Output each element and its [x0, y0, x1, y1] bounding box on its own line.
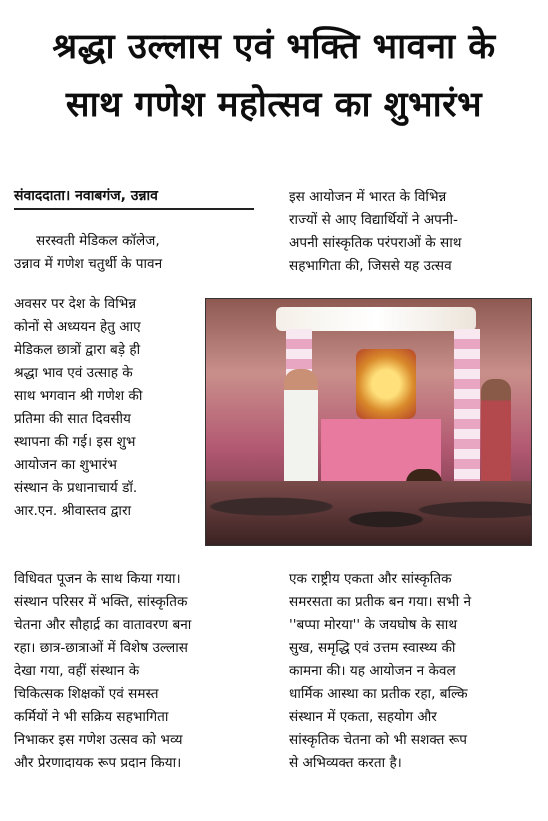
- text-line: संस्थान परिसर में भक्ति, सांस्कृतिक: [14, 594, 188, 610]
- ganesh-puja-photo: [205, 298, 532, 546]
- text-line: से अभिव्यक्त करता है।: [289, 755, 402, 771]
- text-line: और प्रेरणादायक रूप प्रदान किया।: [14, 755, 182, 771]
- text-line: एक राष्ट्रीय एकता और सांस्कृतिक: [289, 571, 452, 587]
- text-line: आयोजन का शुभारंभ: [14, 457, 117, 473]
- text-line: मेडिकल छात्रों द्वारा बड़े ही: [14, 342, 141, 358]
- photo-flower-curtain-right: [454, 329, 480, 499]
- text-line: इस आयोजन में भारत के विभिन्न: [289, 189, 447, 205]
- text-line: चिकित्सक शिक्षकों एवं समस्त: [14, 686, 159, 702]
- text-line: निभाकर इस गणेश उत्सव को भव्य: [14, 732, 183, 748]
- column-1-top: [14, 230, 254, 276]
- text-line: कर्मियों ने भी सक्रिय सहभागिता: [14, 709, 169, 725]
- text-line: रहा। छात्र-छात्राओं में विशेष उल्लास: [14, 640, 188, 656]
- text-line: सरस्वती मेडिकल कॉलेज,: [36, 233, 160, 249]
- text-line: स्थापना की गई। इस शुभ: [14, 434, 136, 450]
- text-line: सहभागिता की, जिससे यह उत्सव: [289, 258, 452, 274]
- text-line: सांस्कृतिक चेतना को भी सशक्त रूप: [289, 732, 467, 748]
- text-line: कामना की। यह आयोजन न केवल: [289, 663, 456, 679]
- byline: संवाददाता। नवाबगंज, उन्नाव: [14, 186, 254, 210]
- text-line: चेतना और सौहार्द्र का वातावरण बना: [14, 617, 192, 633]
- column-1-bottom: [14, 568, 254, 775]
- headline-line-2: साथ गणेश महोत्सव का शुभारंभ: [65, 85, 483, 125]
- text-line: कोनों से अध्ययन हेतु आए: [14, 319, 141, 335]
- text-line: श्रद्धा भाव एवं उत्साह के: [14, 365, 133, 381]
- column-2-top: [289, 186, 537, 278]
- photo-standing-person: [284, 369, 318, 499]
- text-line: अवसर पर देश के विभिन्न: [14, 296, 137, 312]
- text-line: राज्यों से आए विद्यार्थियों ने अपनी-: [289, 212, 458, 228]
- text-line: अपनी सांस्कृतिक परंपराओं के साथ: [289, 235, 462, 251]
- text-line: साथ भगवान श्री गणेश की: [14, 388, 143, 404]
- text-line: समरसता का प्रतीक बन गया। सभी ने: [289, 594, 471, 610]
- text-line: प्रतिमा की सात दिवसीय: [14, 411, 131, 427]
- text-line: धार्मिक आस्था का प्रतीक रहा, बल्कि: [289, 686, 468, 702]
- photo-canopy: [276, 307, 476, 331]
- photo-audience: [206, 481, 532, 545]
- text-line: संस्थान के प्रधानाचार्य डॉ.: [14, 480, 138, 496]
- headline-line-1: श्रद्धा उल्लास एवं भक्ति भावना के: [52, 27, 496, 67]
- text-line: देखा गया, वहीं संस्थान के: [14, 663, 140, 679]
- column-2-bottom: [289, 568, 537, 775]
- column-1-beside-photo: [14, 293, 204, 523]
- text-line: संस्थान में एकता, सहयोग और: [289, 709, 437, 725]
- headline: [0, 18, 548, 134]
- text-line: सुख, समृद्धि एवं उत्तम स्वास्थ्य की: [289, 640, 456, 656]
- text-line: विधिवत पूजन के साथ किया गया।: [14, 571, 181, 587]
- text-line: उन्नाव में गणेश चतुर्थी के पावन: [14, 256, 163, 272]
- text-line: ''बप्पा मोरया'' के जयघोष के साथ: [289, 617, 458, 633]
- text-line: आर.एन. श्रीवास्तव द्वारा: [14, 503, 132, 519]
- photo-ganesh-idol: [356, 349, 416, 419]
